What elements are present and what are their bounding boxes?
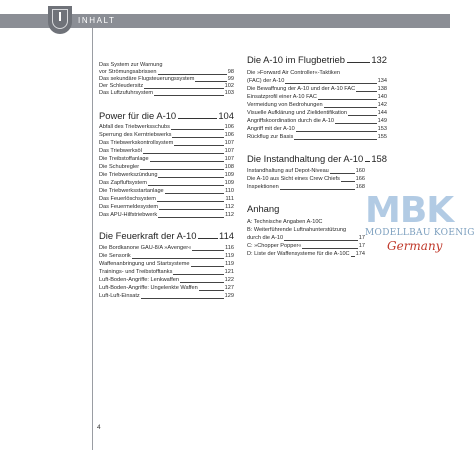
toc-entry: Das Feuermeldesystem 112 [99,204,234,210]
toc-entry: Die »Forward Air Controller«-Taktiken [247,70,340,76]
toc-entry: Das Triebwerkskontrollsystem 107 [99,140,234,146]
toc-entry: A: Technische Angaben A-10C [247,219,323,225]
toc-entry: Luft-Boden-Angriffe: Lenkwaffen 122 [99,277,234,283]
toc-entry: Rückflug zur Basis 155 [247,134,387,140]
watermark-mbk: MBK [365,190,454,231]
section-heading: Anhang [247,203,280,214]
toc-entry: Die Triebwerkszündung 109 [99,172,234,178]
toc-entry: D: Liste der Waffensysteme für die A-10C 174 [247,251,365,257]
toc-entry: Luft-Boden-Angriffe: Ungelenkte Waffen 127 [99,285,234,291]
toc-entry: Die Bordkanone GAU-8/A »Avenger« 116 [99,245,234,251]
toc-entry: Angriff mit der A-10 153 [247,126,387,132]
toc-entry: Das Triebwerksöl 107 [99,148,234,154]
toc-entry: Die Sensorik 119 [99,253,234,259]
toc-entry: Instandhaltung auf Depot-Niveau 160 [247,168,365,174]
toc-entry: Das APU-Hilfstriebwerk 112 [99,212,234,218]
toc-entry: Inspektionen 168 [247,184,365,190]
toc-entry: Sperrung des Kerntriebwerks 106 [99,132,234,138]
toc-entry: Das sekundäre Flugsteuerungssystem 99 [99,76,234,82]
toc-entry: Trainings- und Treibstofftanks 121 [99,269,234,275]
section-heading: Die Feuerkraft der A-10 114 [99,230,234,241]
toc-entry: C: »Chopper Popper« 17 [247,243,365,249]
toc-entry: vor Strömungsabrissen 98 [99,69,234,75]
toc-entry: Die Schubregler 108 [99,164,234,170]
toc-entry: Der Schleudersitz 102 [99,83,234,89]
toc-entry: Angriffskoordination durch die A-10 149 [247,118,387,124]
watermark-germany: Germany [387,239,443,253]
header-label: INHALT [78,16,116,25]
toc-entry: Abfall des Triebwerksschubs 106 [99,124,234,130]
toc-entry: Das Luftzufuhrsystem 103 [99,90,234,96]
toc-entry: Waffenanbringung und Startsysteme 119 [99,261,234,267]
toc-entry: Luft-Luft-Einsatz 129 [99,293,234,299]
toc-entry: Visuelle Aufklärung und Zielidentifikation 144 [247,110,387,116]
section-heading: Die Instandhaltung der A-10 158 [247,153,387,164]
toc-entry: Die Bewaffnung der A-10 und der A-10 FAC 138 [247,86,387,92]
watermark-subtitle: MODELLBAU KOENIG [365,228,475,238]
toc-entry: B: Weiterführende Luftnahunterstützung [247,227,347,233]
toc-entry: Die Triebwerksstartanlage 110 [99,188,234,194]
watermark-logo [365,190,475,272]
seal-mark-icon [59,12,61,21]
toc-entry: Die A-10 aus Sicht eines Crew Chiefs 166 [247,176,365,182]
toc-entry: Einsatzprofil einer A-10 FAC 140 [247,94,387,100]
page-number: 4 [97,424,101,431]
toc-entry: durch die A-10 17 [247,235,365,241]
toc-entry: Das Zapfluftsystem 109 [99,180,234,186]
toc-entry: Vermeidung von Bedrohungen 142 [247,102,387,108]
toc-entry: Das Feuerlöschsystem 111 [99,196,234,202]
toc-entry: (FAC) der A-10 134 [247,78,387,84]
section-heading: Die A-10 im Flugbetrieb 132 [247,54,387,65]
section-heading: Power für die A-10 104 [99,110,234,121]
toc-entry: Die Treibstoffanlage 107 [99,156,234,162]
margin-rule [92,28,93,450]
toc-entry: Das System zur Warnung [99,62,163,68]
